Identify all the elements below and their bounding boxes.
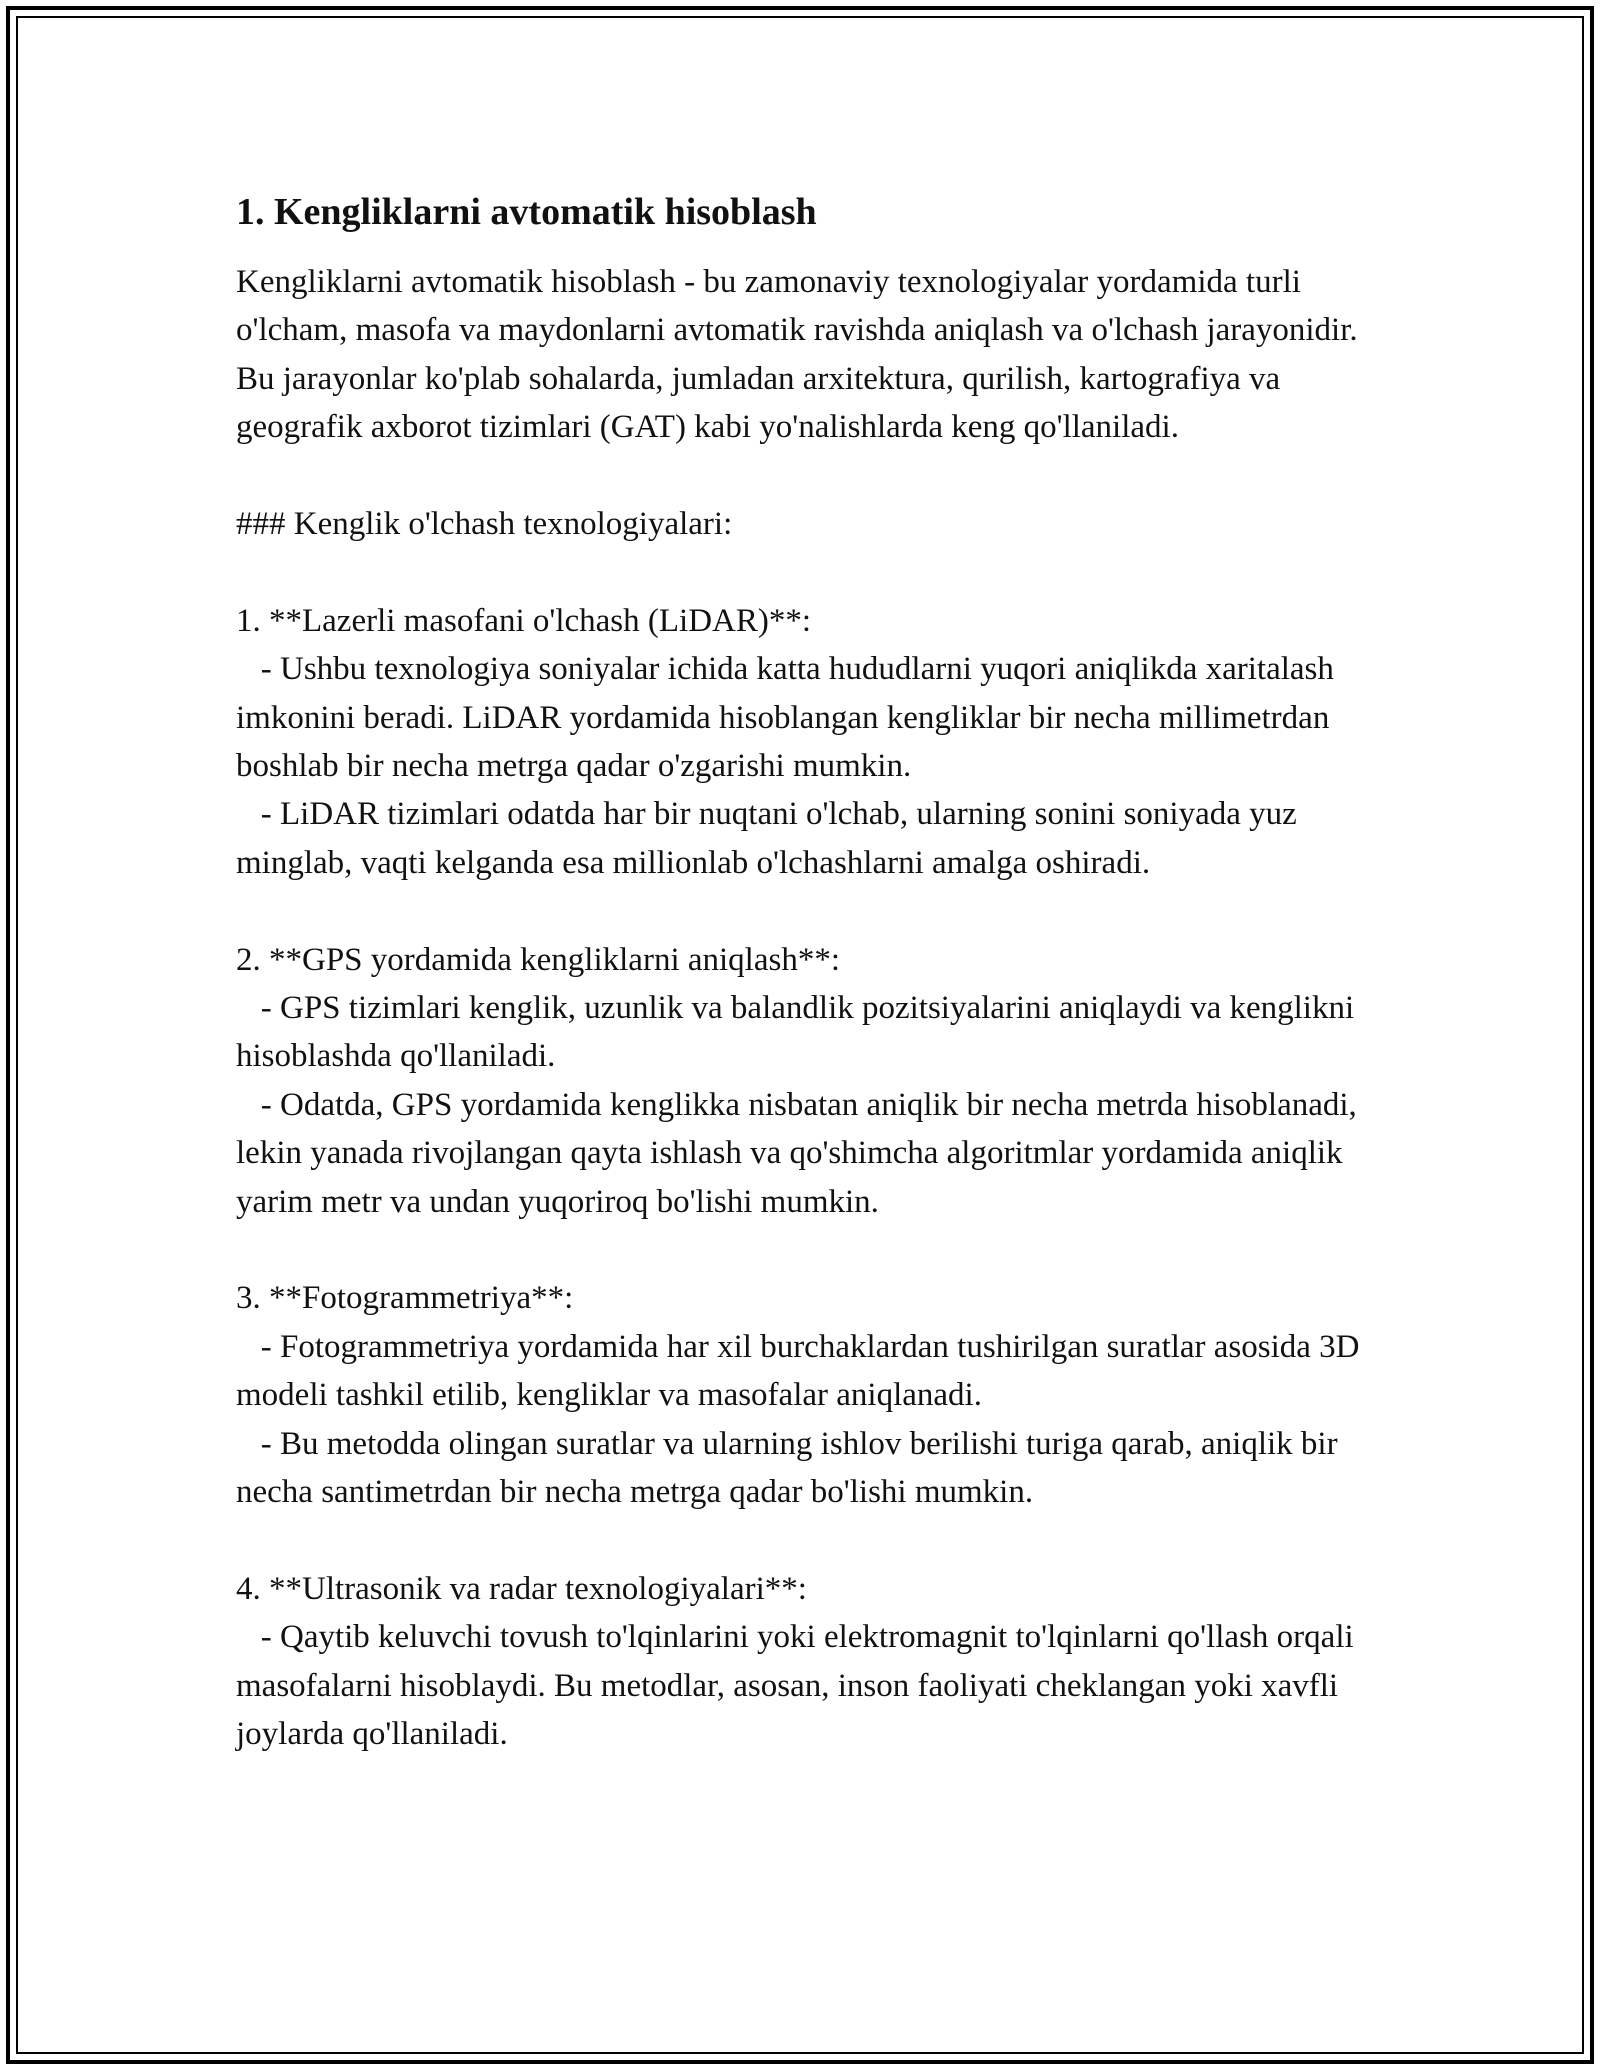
section-title: 4. **Ultrasonik va radar texnologiyalari**: bbox=[236, 1570, 807, 1607]
document-heading: 1. Kengliklarni avtomatik hisoblash bbox=[236, 191, 817, 233]
bullet-item: - Odatda, GPS yordamida kenglikka nisbatan aniqlik bir necha metrda hisoblanadi, lekin yanada rivojlangan qayta ishlash va qo'shimcha algoritmlar yordamida aniqlik yarim metr va undan yuqoriroq bo'lishi mumkin. bbox=[236, 1086, 1366, 1220]
spacer bbox=[236, 1517, 1366, 1565]
subheading: ### Kenglik o'lchash texnologiyalari: bbox=[236, 506, 733, 543]
section-photogrammetry bbox=[236, 1274, 1366, 1516]
section-title: 2. **GPS yordamida kengliklarni aniqlash**: bbox=[236, 941, 841, 978]
section-lidar bbox=[236, 597, 1366, 887]
spacer bbox=[236, 887, 1366, 935]
bullet-item: - Qaytib keluvchi tovush to'lqinlarini yoki elektromagnit to'lqinlarni qo'llash orqali masofalarni hisoblaydi. Bu metodlar, asosan, inson faoliyati cheklangan yoki xavfli joylarda qo'llaniladi. bbox=[236, 1619, 1362, 1753]
section-gps bbox=[236, 936, 1366, 1226]
section-title: 1. **Lazerli masofani o'lchash (LiDAR)**: bbox=[236, 602, 812, 639]
intro-paragraph: Kengliklarni avtomatik hisoblash - bu zamonaviy texnologiyalar yordamida turli o'lcham, masofa va maydonlarni avtomatik ravishda aniqlash va o'lchash jarayonidir. Bu jarayonlar ko'plab sohalarda, jumladan arxitektura, qurilish, kartografiya va geografik axborot tizimlari (GAT) kabi yo'nalishlarda keng qo'llaniladi. bbox=[236, 264, 1358, 446]
section-ultrasonic-radar bbox=[236, 1565, 1366, 1759]
bullet-item: - Ushbu texnologiya soniyalar ichida katta hududlarni yuqori aniqlikda xaritalash imkonini beradi. LiDAR yordamida hisoblangan kengliklar bir necha millimetrdan boshlab bir necha metrga qadar o'zgarishi mumkin. bbox=[236, 651, 1343, 785]
spacer bbox=[236, 452, 1366, 500]
document-body bbox=[236, 186, 1366, 1759]
spacer bbox=[236, 548, 1366, 596]
bullet-item: - LiDAR tizimlari odatda har bir nuqtani o'lchab, ularning sonini soniyada yuz minglab, vaqti kelganda esa millionlab o'lchashlarni amalga oshiradi. bbox=[236, 796, 1306, 881]
bullet-item: - Bu metodda olingan suratlar va ularning ishlov berilishi turiga qarab, aniqlik bir necha santimetrdan bir necha metrga qadar bo'lishi mumkin. bbox=[236, 1425, 1346, 1511]
bullet-item: - Fotogrammetriya yordamida har xil burchaklardan tushirilgan suratlar asosida 3D modeli tashkil etilib, kengliklar va masofalar aniqlanadi. bbox=[236, 1328, 1368, 1414]
bullet-item: - GPS tizimlari kenglik, uzunlik va balandlik pozitsiyalarini aniqlaydi va kenglikni hisoblashda qo'llaniladi. bbox=[236, 990, 1363, 1075]
spacer bbox=[236, 1226, 1366, 1274]
section-title: 3. **Fotogrammetriya**: bbox=[236, 1280, 574, 1317]
